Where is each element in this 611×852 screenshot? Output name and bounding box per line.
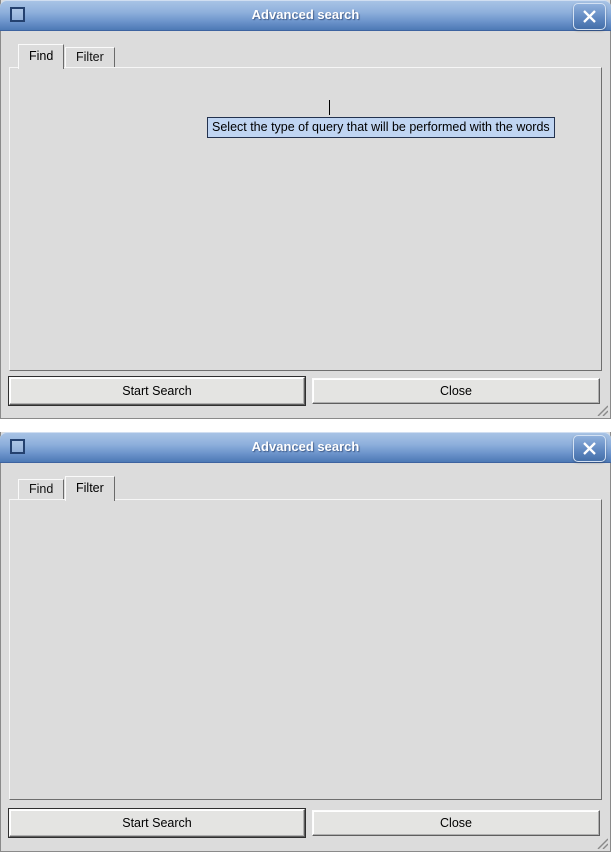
find-tab-pane: [9, 67, 602, 371]
close-button[interactable]: [573, 3, 606, 30]
tab-filter[interactable]: [65, 47, 115, 68]
window-title: Advanced search: [251, 7, 360, 22]
query-type-tooltip: Select the type of query that will be performed with the words: [207, 117, 555, 138]
tab-find[interactable]: [18, 479, 64, 500]
tab-filter-label: Filter: [76, 50, 104, 64]
close-dialog-label: Close: [440, 384, 472, 398]
tab-find[interactable]: [18, 44, 64, 69]
close-dialog-label: Close: [440, 816, 472, 830]
titlebar: [0, 0, 611, 31]
close-icon: [582, 442, 597, 455]
advanced-search-window-filter: [0, 432, 611, 852]
titlebar: [0, 432, 611, 463]
tab-find-label: Find: [29, 49, 54, 63]
start-search-label: Start Search: [122, 816, 192, 830]
text-caret: [329, 100, 330, 115]
close-button[interactable]: [573, 435, 606, 462]
close-dialog-button[interactable]: [312, 810, 600, 836]
advanced-search-window-find: [0, 0, 611, 419]
filter-tab-pane: [9, 499, 602, 800]
resize-grip[interactable]: [595, 403, 608, 416]
tab-filter-label: Filter: [76, 481, 104, 495]
start-search-button[interactable]: [9, 809, 305, 837]
close-dialog-button[interactable]: [312, 378, 600, 404]
tab-find-label: Find: [29, 482, 54, 496]
resize-grip[interactable]: [595, 836, 608, 849]
start-search-label: Start Search: [122, 384, 192, 398]
window-title: Advanced search: [251, 439, 360, 454]
close-icon: [582, 10, 597, 23]
start-search-button[interactable]: [9, 377, 305, 405]
tab-filter[interactable]: [65, 476, 115, 501]
